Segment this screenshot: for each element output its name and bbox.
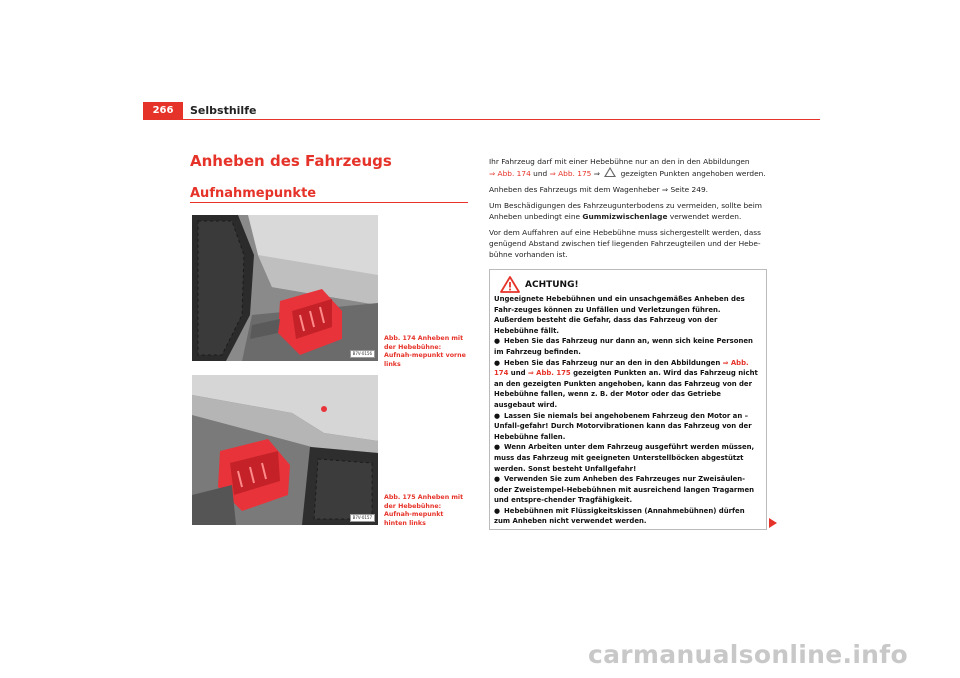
figure-175-caption: Abb. 175 Anheben mit der Hebebühne: Aufnah-mepunkt hinten links (384, 494, 464, 527)
warning-bullet-3 (494, 411, 762, 443)
figure-174-caption: Abb. 174 Anheben mit der Hebebühne: Aufnah-mepunkt vorne links (384, 335, 466, 368)
text: verwendet werden. (667, 212, 742, 221)
text: Lassen Sie niemals bei angehobenem Fahrzeug den Motor an – Unfall-gefahr! Durch Motorvibrationen kann das Fahrzeug von der Hebebühne fallen. (494, 411, 752, 441)
figure-ref-174[interactable]: ⇒ Abb. 174 (494, 358, 749, 378)
bold-term: Gummizwischenlage (582, 212, 668, 221)
watermark: carmanualsonline.info (588, 640, 908, 669)
warning-bullet-6 (494, 506, 762, 527)
figure-ref-174[interactable]: ⇒ Abb. 174 (489, 169, 531, 178)
text: Heben Sie das Fahrzeug nur an den in den Abbildungen (504, 358, 723, 367)
warning-bullet-5 (494, 474, 762, 506)
body-text (489, 156, 771, 265)
figure-ref-175[interactable]: ⇒ Abb. 175 (527, 369, 571, 378)
figure-code: B7V-0157 (350, 514, 375, 522)
warning-bullet-2 (494, 358, 762, 411)
text: Hebebühnen mit Flüssigkeitskissen (Annahmebühnen) dürfen zum Anheben nicht verwendet werden. (494, 506, 745, 526)
warning-content (494, 294, 762, 527)
text: Um Beschädigungen des Fahrzeugunterbodens zu vermeiden, sollte beim Anheben unbedingt eine (489, 201, 762, 221)
text: gezeigten Punkten angehoben werden. (618, 169, 766, 178)
page-title: Anheben des Fahrzeugs (190, 152, 392, 170)
figure-174-photo (192, 215, 378, 361)
section-subtitle: Aufnahmepunkte (190, 186, 317, 201)
text: gezeigten Punkten an. Wird das Fahrzeug nicht an den gezeigten Punkten angehoben, kann das Fahrzeug von der Hebebühne fallen, wenn z. B. der Motor oder das Getriebe ausgebaut wird. (494, 369, 758, 409)
figure-ref-175[interactable]: ⇒ Abb. 175 (549, 169, 592, 178)
header-rule (143, 119, 820, 120)
page-number: 266 (143, 102, 183, 120)
warning-bullet-1 (494, 336, 762, 357)
next-page-arrow-icon[interactable] (769, 518, 777, 528)
figure-175-photo (192, 375, 378, 525)
text: ⇒ (591, 169, 603, 178)
warning-triangle-icon (500, 276, 520, 293)
text: Verwenden Sie zum Anheben des Fahrzeuges nur Zweisäulen- oder Zweistempel-Hebebühnen mit ausreichend langen Tragarmen und entspre-chender Tragfähigkeit. (494, 475, 755, 505)
warning-bullet-4 (494, 442, 762, 474)
paragraph-2: Anheben des Fahrzeugs mit dem Wagenheber ⇒ Seite 249. (489, 185, 709, 194)
paragraph-4: Vor dem Auffahren auf eine Hebebühne muss sichergestellt werden, dass genügend Abstand zwischen tief liegenden Fahrzeugteilen und der Hebe-bühne vorhanden ist. (489, 228, 761, 259)
warning-box (489, 269, 767, 530)
text: Ihr Fahrzeug darf mit einer Hebebühne nur an den in den Abbildungen (489, 157, 750, 166)
paragraph-3 (489, 200, 771, 222)
warning-intro: Ungeeignete Hebebühnen und ein unsachgemäßes Anheben des Fahr-zeuges können zu Unfällen und Verletzungen führen. Außerdem besteht die Gefahr, dass das Fahrzeug von der Hebebühne fällt. (494, 295, 745, 335)
warning-title: ACHTUNG! (525, 280, 579, 290)
figure-code: B7V-0156 (350, 350, 375, 358)
warning-triangle-icon (604, 167, 616, 177)
running-head: Selbsthilfe (190, 104, 257, 117)
paragraph-1 (489, 156, 771, 179)
text: Wenn Arbeiten unter dem Fahrzeug ausgeführt werden müssen, muss das Fahrzeug mit geeigneten Unterstellböcken abgestützt werden. Sonst besteht Unfallgefahr! (494, 443, 755, 473)
text: Heben Sie das Fahrzeug nur dann an, wenn sich keine Personen im Fahrzeug befinden. (494, 337, 753, 356)
text: und (508, 369, 528, 378)
subtitle-rule (190, 202, 468, 203)
text: und (530, 169, 550, 178)
